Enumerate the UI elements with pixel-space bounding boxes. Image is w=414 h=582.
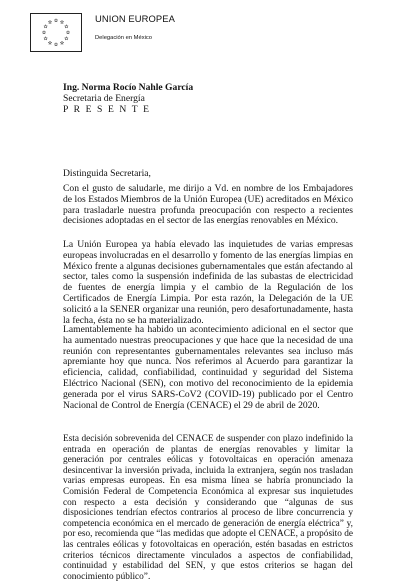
eu-star-icon xyxy=(60,41,63,44)
letterhead xyxy=(95,13,175,42)
eu-star-icon xyxy=(54,43,57,46)
eu-flag-logo xyxy=(30,13,82,52)
eu-star-icon xyxy=(65,25,68,28)
salutation: Distinguida Secretaria, xyxy=(63,168,151,179)
eu-star-icon xyxy=(60,20,63,23)
eu-star-icon xyxy=(54,19,57,22)
addressee-role: Secretaria de Energía xyxy=(63,93,145,105)
paragraph-4: Esta decisión sobrevenida del CENACE de suspender con plazo indefinido la entrada en operación de plantas de energías renovables y limitar la generación por centrales eólicas y fotovoltaicas en operación amenaza desincentivar la inversión privada, incluida la extranjera, según nos trasladan varias empresas europeas. En esa misma línea se habría pronunciado la Comisión Federal de Competencia Económica al expresar sus inquietudes con respecto a esta decisión y considerando que “algunas de sus disposiciones tendrían efectos contrarios al proceso de libre concurrencia y competencia económica en el mercado de generación de energía eléctrica” y, por eso, recomienda que “las medidas que adopte el CENACE, a propósito de las centrales eólicas y fotovoltaicas en operación, estén basadas en estrictos criterios técnicos directamente vinculados a aspectos de confiabilidad, continuidad y estabilidad del SEN, y que estos criterios se hagan del conocimiento público”. xyxy=(63,434,353,582)
eu-star-icon xyxy=(42,31,45,34)
eu-star-icon xyxy=(48,41,51,44)
addressee-present: P R E S E N T E xyxy=(63,104,151,116)
eu-stars-icon xyxy=(31,14,81,51)
eu-star-icon xyxy=(44,37,47,40)
delegation-name: Delegación en México xyxy=(95,35,153,41)
addressee-name: Ing. Norma Rocío Nahle García xyxy=(63,82,194,93)
addressee-block xyxy=(63,82,193,116)
paragraph-3: Lamentablemente ha habido un acontecimiento adicional en el sector que ha aumentado nuestras preocupaciones y que hace que la necesidad de una reunión con representantes gubernamentales relevantes sea incluso más apremiante hoy que nunca. Nos referimos al Acuerdo para garantizar la eficiencia, calidad, confiabilidad, continuidad y seguridad del Sistema Eléctrico Nacional (SEN), con motivo del reconocimiento de la epidemia generada por el virus SARS-CoV2 (COVID-19) publicado por el Centro Nacional de Control de Energía (CENACE) el 29 de abril de 2020. xyxy=(63,324,353,411)
eu-star-icon xyxy=(66,31,69,34)
paragraph-2: La Unión Europea ya había elevado las inquietudes de varias empresas europeas involucradas en el desarrollo y fomento de las energías limpias en México frente a algunas decisiones gubernamentales que están afectando al sector, tales como la suspensión indefinida de las subastas de electricidad de fuentes de energía limpia y el cambio de la Regulación de los Certificados de Energía Limpia. Por esta razón, la Delegación de la UE solicitó a la SENER organizar una reunión, pero desafortunadamente, hasta la fecha, ésta no se ha materializado. xyxy=(63,239,353,326)
paragraph-1: Con el gusto de saludarle, me dirijo a Vd. en nombre de los Embajadores de los Estados Miembros de la Unión Europea (UE) acreditados en México para trasladarle nuestra profunda preocupación con respecto a recientes decisiones adoptadas en el sector de las energías renovables en México. xyxy=(63,183,353,227)
eu-star-icon xyxy=(65,37,68,40)
eu-star-icon xyxy=(44,25,47,28)
eu-star-icon xyxy=(48,20,51,23)
organization-name: UNION EUROPEA xyxy=(95,13,175,24)
